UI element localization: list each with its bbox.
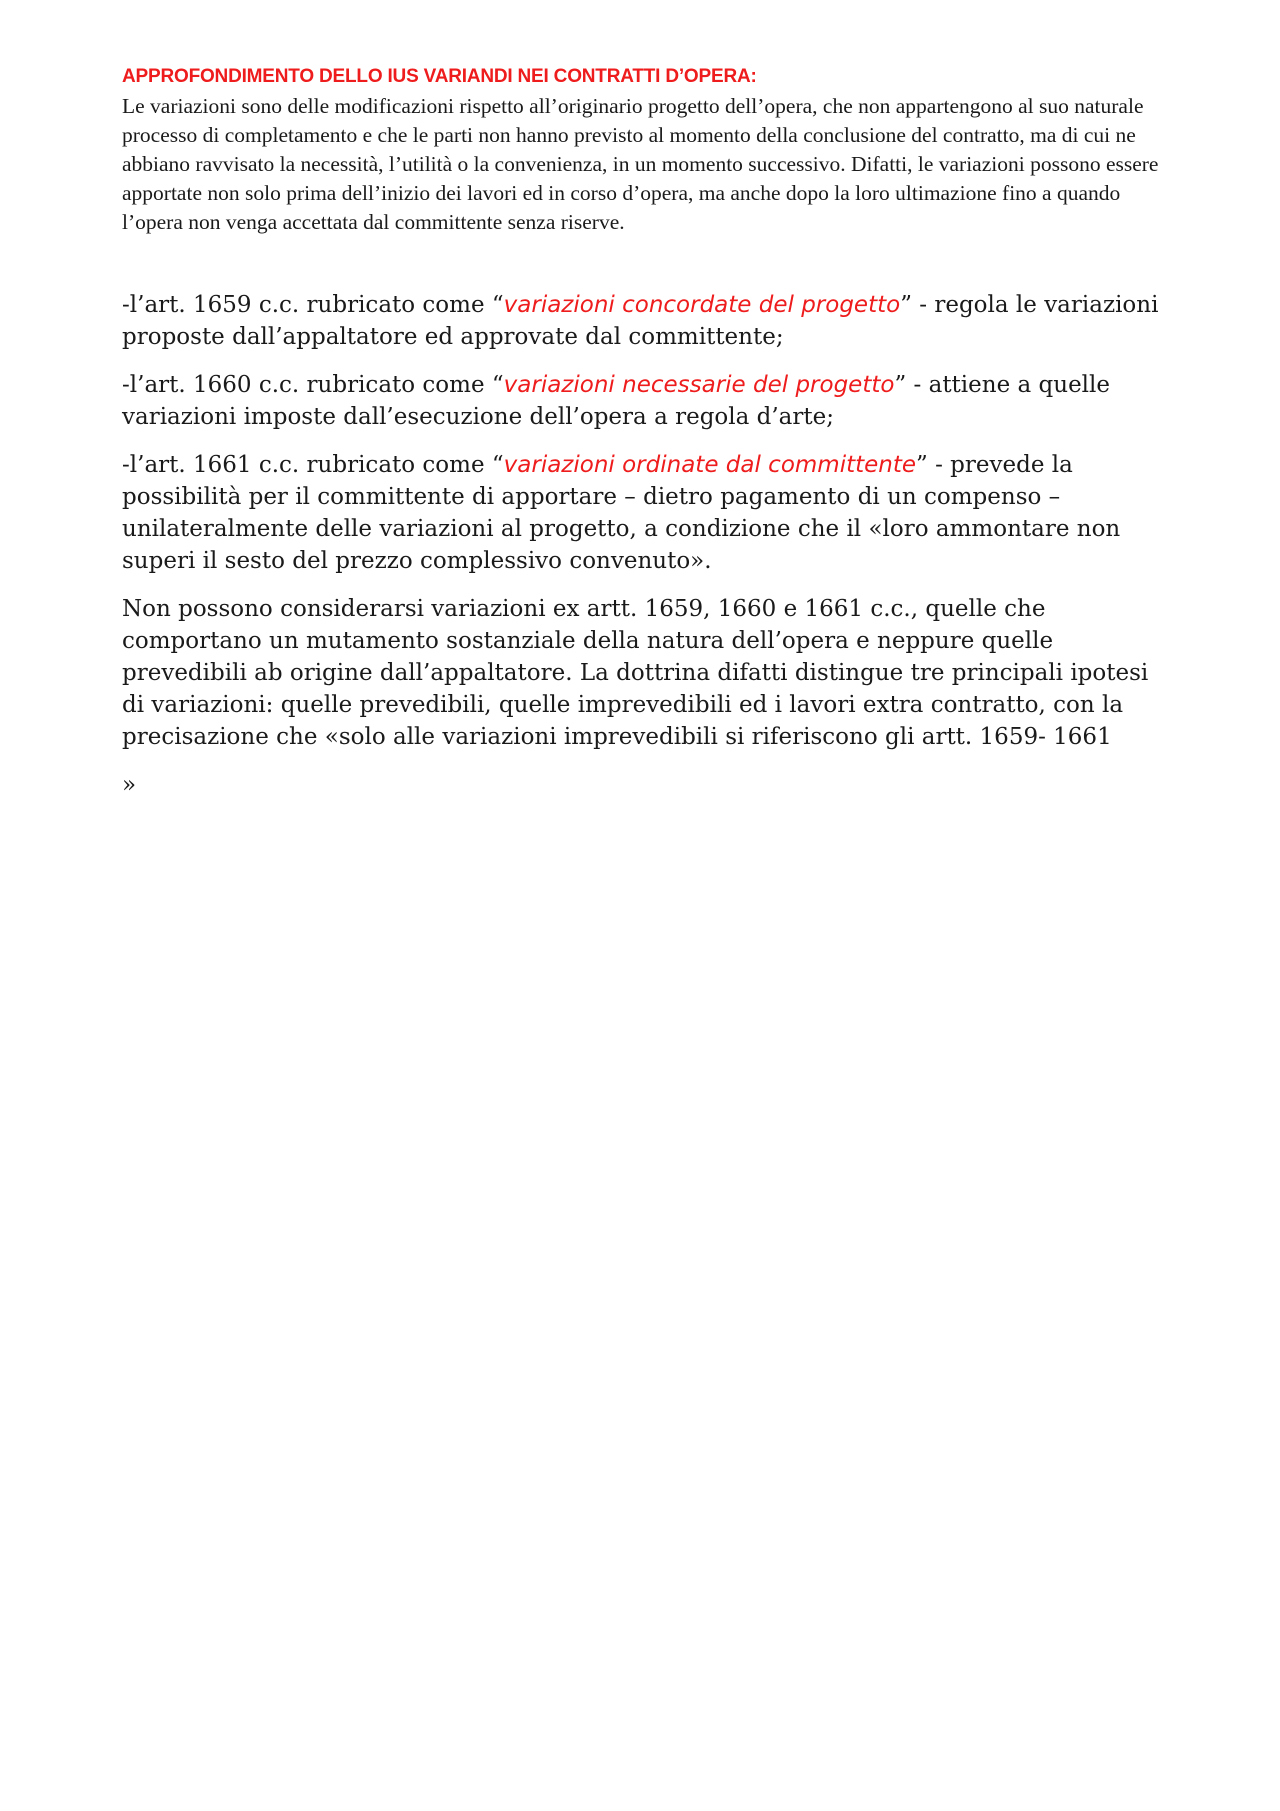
article-1661-suffix: ” - prevede la possibilità per il committente di apportare – dietro pagamento di un compenso – unilateralmente delle variazioni al progetto, a condizione che il «loro ammontare non superi il sesto del prezzo complessivo convenuto». (122, 452, 1121, 574)
article-1659-title: variazioni concordate del progetto (503, 292, 901, 318)
article-1659-prefix: -l’art. 1659 c.c. rubricato come “ (122, 292, 504, 318)
article-1659-suffix: ” - regola le variazioni proposte dall’appaltatore ed approvate dal committente; (122, 292, 1159, 350)
article-1661-prefix: -l’art. 1661 c.c. rubricato come “ (122, 452, 504, 478)
articles-section (122, 289, 1162, 801)
article-1660-title: variazioni necessarie del progetto (503, 372, 895, 398)
conclusion-paragraph: Non possono considerarsi variazioni ex artt. 1659, 1660 e 1661 c.c., quelle che comportano un mutamento sostanziale della natura dell’opera e neppure quelle prevedibili ab origine dall’appaltatore. La dottrina difatti distingue tre principali ipotesi di variazioni: quelle prevedibili, quelle imprevedibili ed i lavori extra contratto, con la precisazione che «solo alle variazioni imprevedibili si riferiscono gli artt. 1659- 1661 (122, 596, 1149, 750)
closing-quote-mark: » (122, 772, 137, 798)
document-heading: APPROFONDIMENTO DELLO IUS VARIANDI NEI CONTRATTI D’OPERA: (122, 66, 757, 87)
article-1661-title: variazioni ordinate dal committente (503, 452, 917, 478)
article-1659-paragraph (122, 289, 1162, 353)
article-1660-paragraph (122, 369, 1162, 433)
article-1660-prefix: -l’art. 1660 c.c. rubricato come “ (122, 372, 504, 398)
article-1661-paragraph (122, 449, 1162, 577)
article-1660-suffix: ” - attiene a quelle variazioni imposte dall’esecuzione dell’opera a regola d’arte; (122, 372, 1110, 430)
document-content (122, 62, 1162, 801)
intro-paragraph: Le variazioni sono delle modificazioni rispetto all’originario progetto dell’opera, che non appartengono al suo naturale processo di completamento e che le parti non hanno previsto al momento della conclusione del contratto, ma di cui ne abbiano ravvisato la necessità, l’utilità o la convenienza, in un momento successivo. Difatti, le variazioni possono essere apportate non solo prima dell’inizio dei lavori ed in corso d’opera, ma anche dopo la loro ultimazione fino a quando l’opera non venga accettata dal committente senza riserve. (122, 94, 1159, 234)
